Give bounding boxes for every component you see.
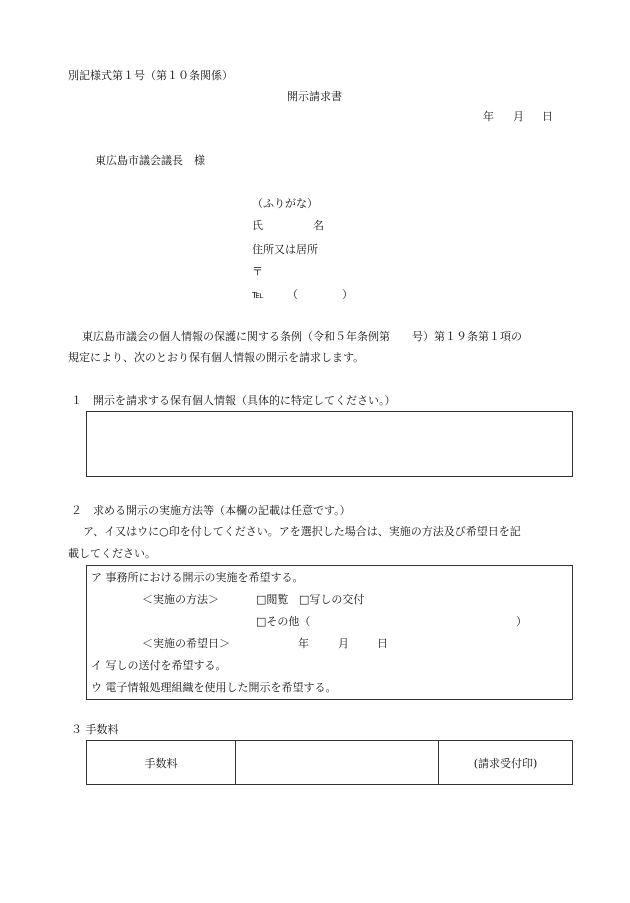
tel-paren: （ ） [287,288,353,301]
method-label: ＜実施の方法＞ [142,593,219,606]
method-other-checkbox[interactable]: □その他（ [256,615,311,628]
method-other-close: ） [516,615,527,628]
fee-label-cell [87,741,235,784]
date-day-label: 日 [542,110,553,123]
section2-box [86,565,573,700]
option-i[interactable]: イ 写しの送付を希望する。 [91,659,227,672]
postal-mark: 〒 [252,265,263,278]
page-title: 開示請求書 [287,90,342,103]
section1-heading: １ 開示を請求する保有個人情報（具体的に特定してください。） [71,394,396,407]
fee-table [86,740,573,785]
method-copy-checkbox[interactable]: □写しの交付 [299,593,365,606]
section2-heading: ２ 求める開示の実施方法等（本欄の記載は任意です。） [71,504,351,517]
method-view-checkbox[interactable]: □閲覧 [256,593,289,606]
option-u[interactable]: ウ 電子情報処理組織を使用した開示を希望する。 [91,681,337,694]
furigana-label: （ふりがな） [252,197,318,210]
intro-line-2: 規定により、次のとおり保有個人情報の開示を請求します。 [68,351,365,364]
header-note: 別記様式第１号（第１０条関係） [68,69,233,82]
wish-day-label: 日 [377,637,388,650]
date-wish-label: ＜実施の希望日＞ [142,637,230,650]
intro-line-1: 東広島市議会の個人情報の保護に関する条例（令和５年条例第 号）第１９条第１項の [82,330,522,343]
name-label-second: 名 [313,219,324,232]
receipt-stamp-label: (請求受付印) [473,756,538,770]
tel-label: ℡ [252,288,264,301]
date-year-label: 年 [483,110,494,123]
wish-month-label: 月 [338,637,349,650]
section3-heading: ３ 手数料 [71,723,119,736]
section1-input-box[interactable] [86,411,573,477]
fee-label: 手数料 [144,756,178,770]
section2-instruction-1: ア、イ又はウに○印を付してください。アを選択した場合は、実施の方法及び希望日を記 [83,525,521,538]
fee-amount-cell[interactable] [236,741,438,784]
date-month-label: 月 [513,110,524,123]
receipt-stamp-cell [439,741,572,784]
name-label-first: 氏 [252,219,263,232]
wish-year-label: 年 [298,637,309,650]
address-label: 住所又は居所 [252,243,318,256]
option-a[interactable]: ア 事務所における開示の実施を希望する。 [91,571,304,584]
addressee: 東広島市議会議長 様 [95,154,205,167]
section2-instruction-2: 載してください。 [68,547,156,560]
